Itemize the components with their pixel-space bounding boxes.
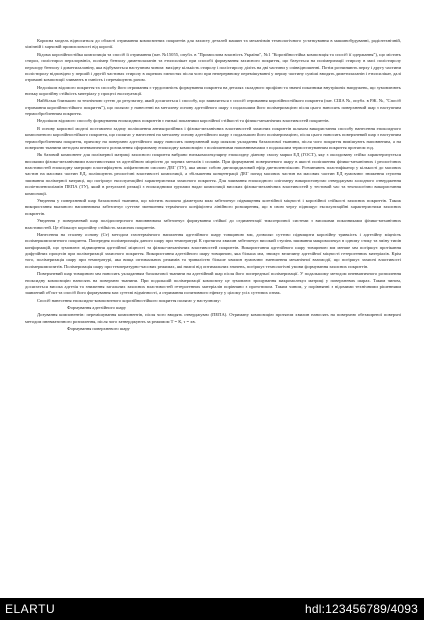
paragraph-3: Недоліком відомого покриття та способу його отримання є трудоємність формування покриття на деталях складного профілю та значні показники внутрішніх напружень, що зумовлюють низьку корозійну стійкість матеріалу у процесі експлуатації.	[25, 84, 401, 97]
paragraph-13: Дозування компонентів: перемішування компонентів, після чого вводять отверджувач (ПЕПА). Отриману композицію протягом хвилин наносять на поверхню обезжиреної поверхні методом пневматичного розпилення, після чого затверджують за режимом Т = К, τ = хв.	[25, 312, 401, 324]
paragraph-1: Корисна модель відноситься до області отримання композитних покриттів для захисту деталей машин та механізмів технологічного устаткування в машинобудуванні, радіотехнічній, хімічній і харчовій промисловості від корозії.	[25, 38, 401, 50]
paragraph-8: Уведення у поверхневий шар базальтової тканини, що містить волокна діаметром мкм забезпечує підвищення когезійної міцності і корозійної стійкості захисних покриттів. Також використання вказаного наповнювача забезпечує суттєве зменшення термічного коефіцієнта лінійного розширення, що в свою чергу підвищує експлуатаційні характеристики захисних покриттів.	[25, 197, 401, 216]
paragraph-7: Як базовий компонент для полімерної матриці захисного покриття вибрано низькомолекулярну епоксидну діанову смолу марки ЕД (ГОСТ), яку з оксидовану стійко характеризується високими фізико-механічними властивостями та адгезійною міцністю до чорних металів і сплавів. При формуванні поверхневого шару в якості поліпшення фізико-механічних і реологічних властивостей епоксидну матрицю пластифікують аліфатичною смолою ДЕГ (ТУ), яка являє собою диглицидиловий ефір диетиленгліколю. Розчиняють пластифікатор у кількості до масових частин на масових частин ЕД, поліпшують реологічні властивості композиції, а збільшення концентрації ДЕГ понад масових частин на масових частин ЕД зумовлює зниження ступеня зшивання полімерної матриці, що погіршує експлуатаційні характеристики захисного покриття. Для зшивання епоксидного олігомеру використовуємо отверджувач холодного отвердження поліетиленполіамін ПЕПА (ТУ), який в результаті реакції з епоксидними групами надає композиції високих фізико-механічних властивостей у тестовий час та технологічно використання композиції.	[25, 152, 401, 196]
paragraph-9: Уведення у поверхневий шар полідисперсного наповнювача забезпечує формування стійкої до седиментації тиксотропної системи з високими показниками фізико-механічних властивостей. Це збільшує корозійну стійкість захисних покриттів.	[25, 218, 401, 230]
paragraph-12: Спосіб нанесення епоксидно-композитного корозійностійкого покриття полягає у наступному:	[37, 297, 221, 303]
repository-footer	[0, 598, 424, 620]
section-heading-adhesive: Формування адгезійного шару	[67, 304, 126, 310]
paragraph-5: Недоліком відомого способу формування епоксидних покриттів є низькі показники корозійної стійкості та фізико-механічних властивостей покриттів.	[37, 118, 330, 124]
document-handle: hdl:123456789/4093	[304, 602, 418, 616]
document-body	[25, 38, 401, 333]
paragraph-10: Нанесення на сталеву основу (Ст) методом газотермічного напилення адгезійного шару товщиною мм, дозволяє суттєво підвищити корозійну тривкість і адгезійну міцність полімеркомпозитного покриття. Попередня полімеризація даного шару при температурі К протягом хвилин забезпечує високий ступінь зшивання макромолекул в одному стику та зміну типів конформацій, що зумовлює підвищення адгезійної міцності та фізико-механічних властивостей покриттів. Використання адгезійного шару товщиною мм менше мм погіршує протікання дифузійних процесів при полімеризації захисного покриття. Використання адгезійного шару товщиною, яка більша мм, знижує величину адгезійної міцності гетерогенних матеріалів. Крім того, полімеризація шару при температурі, яка вища оптимальних режимів та тривалістю більше хвилин зумовлює зменшення механічної взаємодії, що погіршує захисні властивості полімеркомпозитів. Полімеризація шару при температурно-часових режимах, які нижчі від оптимальних значень, погіршує технологічні умови формування захисних покриттів.	[25, 231, 401, 269]
paragraph-6: В основу корисної моделі поставлено задачу поліпшення антикорозійних і фізико-механічних властивостей захисних покриттів шляхом використання способу нанесення епоксидного композитного корозійностійкого покриття, що полягає у нанесенні на металеву основу адгезійного шару з подальшою його полімеризацією, після цього наносять поверхневий шар з наступним термообробленням покриття, причому на поверхню адгезійного шару наносять поверхневий шар шляхом укладання базальтової тканини, після чого покриття вимішують наповненим, а на поверхню тканини методом пневматичного розпилення сформовану епоксидну композицію з поліпшеними наповнювачами з подальшим термостатуванням покриття протягом год.	[25, 125, 401, 150]
section-heading-surface: Формування поверхневого шару	[67, 325, 130, 331]
paragraph-2: Відома корозійностійка композиція та спосіб її отримання (пат. №15055, опубл. в "Промислова власність України", №1 "Корозійностійка композиція та спосіб її одержання"), що містить стирол, полістирол перхлорвініл, полімер бензолу диметилаланін та етилсилікат при способі формування захисного покриття, що базується на полімеризації стиролу в масі полістиролу перхлору бензолу і диметилаланіну, яка відбувається наступним чином: вихідну кількість стиролу і полістиролу діліть на дві частини у співвідношенні. Потім розчиняють перху і другу частини полістиролу відповідно у першій і другій частинах стиролу в окремих ємностях після чого при неперервному перемішуванні у першу частину суміші вводять диметилаланін і етилсилікат, далі отримані композиції зливають в ємність і перемішують разом.	[25, 51, 401, 83]
repository-brand: ELARTU	[5, 602, 56, 616]
paragraph-11: Поверхневий шар товщиною мм наносять укладанням базальтової тканини на адгезійний шар після його попередньої полімеризації. У подальшому методом пневматичного розпилення епоксидну композицію наносять на поверхню тканини. При подальшій полімеризації композиту це зумовлює зрощування макромолекул матриці у поверхневих шарах. Таким чином, досягається висока адгезія та зниження загальних захисних властивостей гетерогенних матеріалів порівняно з прототипом. Таким чином, у порівнянні з відомими технічними рішеннями заявлений об'єкт та спосіб його формування має суттєві відмінності, а отримання позитивного ефекту у цілому усіх суттєвих ознак.	[25, 271, 401, 296]
paragraph-4: Найбільш близькою за технічною суттю до результату, який досягається і способу, що заявляється є спосіб отримання корозійностійкого покриття (пат. США №, опубл. в РЖ. №, "Спосіб отримання корозійностійкого покриття"), що полягає у нанесенні на металеву основу адгезійного шару з подальшим його полімеризацією після цього наносять поверхневий шар з наступним термообробленням покриття.	[25, 98, 401, 117]
